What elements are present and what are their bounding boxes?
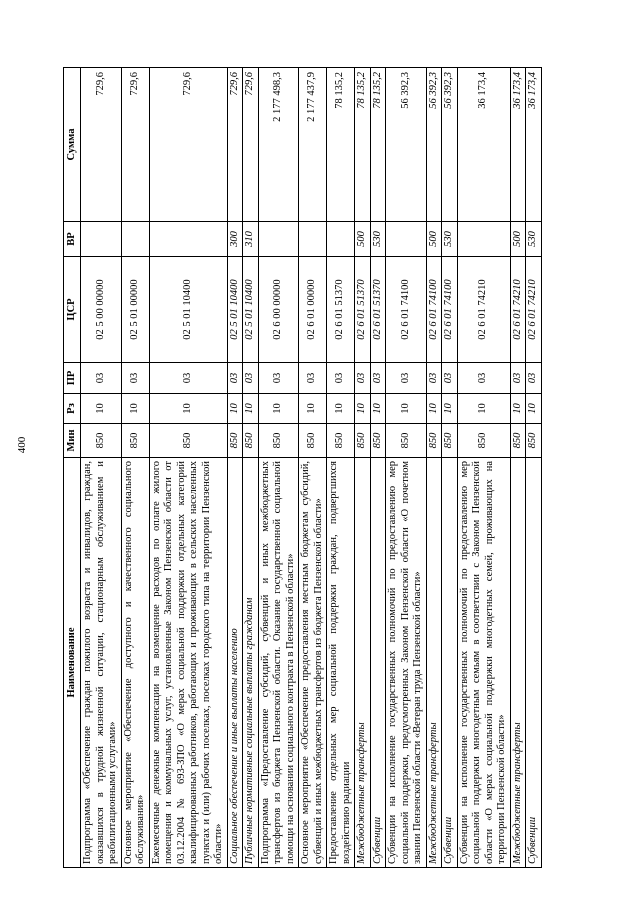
row-pr: 03 <box>243 363 259 394</box>
row-vr: 500 <box>355 222 371 257</box>
row-min: 850 <box>386 424 427 458</box>
row-name: Межбюджетные трансферты <box>355 458 371 868</box>
row-csr: 02 6 01 74100 <box>442 257 458 363</box>
row-pr: 03 <box>457 363 510 394</box>
row-min: 850 <box>258 424 299 458</box>
row-rz: 10 <box>426 394 442 424</box>
row-name: Субвенции на исполнение государственных полномочий по предоставлению мер социальной поддержки, предусмотренных Законом Пензенской области «О почетном звании Пензенской области «Ветеран труда Пензенской области» <box>386 458 427 868</box>
row-name: Публичные нормативные социальные выплаты гражданам <box>243 458 259 868</box>
row-pr: 03 <box>299 363 327 394</box>
row-name: Социальное обеспечение и иные выплаты населению <box>227 458 243 868</box>
row-csr: 02 6 01 51370 <box>370 257 386 363</box>
row-pr: 03 <box>442 363 458 394</box>
row-vr <box>457 222 510 257</box>
row-csr: 02 5 01 00000 <box>121 257 149 363</box>
row-rz: 10 <box>121 394 149 424</box>
row-rz: 10 <box>355 394 371 424</box>
row-pr: 03 <box>81 363 122 394</box>
row-sum: 36 173,4 <box>510 68 526 222</box>
row-pr: 03 <box>526 363 542 394</box>
header-sum: Сумма <box>64 68 81 222</box>
row-rz: 10 <box>526 394 542 424</box>
row-csr: 02 6 01 74210 <box>526 257 542 363</box>
budget-table-container <box>63 68 579 868</box>
row-csr: 02 6 01 74100 <box>386 257 427 363</box>
table-row <box>510 68 526 868</box>
table-row <box>386 68 427 868</box>
row-sum: 2 177 437,9 <box>299 68 327 222</box>
row-name: Межбюджетные трансферты <box>510 458 526 868</box>
row-vr: 530 <box>442 222 458 257</box>
page-number: 400 <box>16 436 28 454</box>
header-csr: ЦСР <box>64 257 81 363</box>
row-min: 850 <box>327 424 355 458</box>
row-sum: 56 392,3 <box>386 68 427 222</box>
table-row <box>442 68 458 868</box>
row-min: 850 <box>526 424 542 458</box>
row-csr: 02 6 00 00000 <box>258 257 299 363</box>
row-rz: 10 <box>243 394 259 424</box>
row-sum: 36 173,4 <box>457 68 510 222</box>
row-rz: 10 <box>327 394 355 424</box>
row-sum: 729,6 <box>121 68 149 222</box>
row-csr: 02 5 01 10400 <box>227 257 243 363</box>
row-pr: 03 <box>355 363 371 394</box>
header-min: Мин <box>64 424 81 458</box>
table-row <box>258 68 299 868</box>
row-rz: 10 <box>510 394 526 424</box>
row-min: 850 <box>426 424 442 458</box>
row-min: 850 <box>81 424 122 458</box>
row-min: 850 <box>457 424 510 458</box>
row-min: 850 <box>149 424 227 458</box>
row-rz: 10 <box>299 394 327 424</box>
row-csr: 02 6 01 74210 <box>457 257 510 363</box>
table-row <box>426 68 442 868</box>
table-row <box>149 68 227 868</box>
row-name: Межбюджетные трансферты <box>426 458 442 868</box>
row-pr: 03 <box>386 363 427 394</box>
table-row <box>457 68 510 868</box>
row-pr: 03 <box>121 363 149 394</box>
table-row <box>327 68 355 868</box>
row-vr: 530 <box>370 222 386 257</box>
header-name: Наименование <box>64 458 81 868</box>
row-sum: 729,6 <box>227 68 243 222</box>
table-row <box>370 68 386 868</box>
row-name: Субвенции <box>526 458 542 868</box>
row-name: Субвенции на исполнение государственных полномочий по предоставлению мер социальной поддержки многодетным семьям в соответствии с Законом Пензенской области «О мерах социальной поддержки многодетных семей, проживающих на территории Пензенской области» <box>457 458 510 868</box>
row-sum: 729,6 <box>149 68 227 222</box>
row-rz: 10 <box>457 394 510 424</box>
row-csr: 02 5 01 10400 <box>149 257 227 363</box>
row-rz: 10 <box>81 394 122 424</box>
row-sum: 36 173,4 <box>526 68 542 222</box>
row-sum: 78 135,2 <box>327 68 355 222</box>
row-name: Подпрограмма «Предоставление субсидий, субвенций и иных межбюджетных трансфертов из бюджета Пензенской области. Оказание государственной социальной помощи на основании социального контракта в Пензенской области» <box>258 458 299 868</box>
row-vr: 300 <box>227 222 243 257</box>
row-rz: 10 <box>227 394 243 424</box>
row-pr: 03 <box>426 363 442 394</box>
table-row <box>227 68 243 868</box>
row-vr <box>327 222 355 257</box>
row-rz: 10 <box>442 394 458 424</box>
row-min: 850 <box>370 424 386 458</box>
table-header-row <box>64 68 81 868</box>
row-vr <box>81 222 122 257</box>
table-row <box>299 68 327 868</box>
row-min: 850 <box>355 424 371 458</box>
row-csr: 02 5 01 10400 <box>243 257 259 363</box>
row-name: Основное мероприятие «Обеспечение предоставления местным бюджетам субсидий, субвенций и иных межбюджетных трансфертов из бюджета Пензенской области» <box>299 458 327 868</box>
row-rz: 10 <box>258 394 299 424</box>
header-pr: ПР <box>64 363 81 394</box>
row-sum: 56 392,3 <box>426 68 442 222</box>
row-rz: 10 <box>149 394 227 424</box>
row-rz: 10 <box>370 394 386 424</box>
row-min: 850 <box>121 424 149 458</box>
header-rz: Рз <box>64 394 81 424</box>
row-csr: 02 6 01 74100 <box>426 257 442 363</box>
row-vr: 310 <box>243 222 259 257</box>
row-min: 850 <box>510 424 526 458</box>
row-sum: 56 392,3 <box>442 68 458 222</box>
row-name: Субвенции <box>442 458 458 868</box>
row-vr <box>299 222 327 257</box>
row-pr: 03 <box>227 363 243 394</box>
row-vr: 530 <box>526 222 542 257</box>
row-rz: 10 <box>386 394 427 424</box>
row-vr: 500 <box>426 222 442 257</box>
table-row <box>121 68 149 868</box>
row-sum: 729,6 <box>243 68 259 222</box>
row-sum: 78 135,2 <box>355 68 371 222</box>
row-csr: 02 6 01 74210 <box>510 257 526 363</box>
row-min: 850 <box>227 424 243 458</box>
row-pr: 03 <box>258 363 299 394</box>
table-row <box>81 68 122 868</box>
table-row <box>526 68 542 868</box>
row-min: 850 <box>299 424 327 458</box>
row-min: 850 <box>442 424 458 458</box>
row-name: Субвенции <box>370 458 386 868</box>
table-row <box>243 68 259 868</box>
row-name: Основное мероприятие «Обеспечение доступного и качественного социального обслуживания» <box>121 458 149 868</box>
row-sum: 729,6 <box>81 68 122 222</box>
row-name: Подпрограмма «Обеспечение граждан пожилого возраста и инвалидов, граждан, оказавшихся в трудной жизненной ситуации, стационарным обслуживанием и реабилитационными услугами» <box>81 458 122 868</box>
row-sum: 78 135,2 <box>370 68 386 222</box>
row-vr <box>258 222 299 257</box>
header-vr: ВР <box>64 222 81 257</box>
row-pr: 03 <box>510 363 526 394</box>
row-vr: 500 <box>510 222 526 257</box>
row-csr: 02 5 00 00000 <box>81 257 122 363</box>
row-pr: 03 <box>370 363 386 394</box>
row-csr: 02 6 01 51370 <box>327 257 355 363</box>
row-name: Предоставление отдельных мер социальной поддержки граждан, подвергшихся воздействию радиации <box>327 458 355 868</box>
row-pr: 03 <box>149 363 227 394</box>
row-csr: 02 6 01 00000 <box>299 257 327 363</box>
row-csr: 02 6 01 51370 <box>355 257 371 363</box>
row-min: 850 <box>243 424 259 458</box>
row-vr <box>121 222 149 257</box>
row-pr: 03 <box>327 363 355 394</box>
budget-table <box>63 67 542 868</box>
row-name: Ежемесячные денежные компенсации на возмещение расходов по оплате жилого помещения и коммунальных услуг, установленные Законом Пензенской области от 03.12.2004 № 693-ЗПО «О мерах социальной поддержки отдельных категорий квалифицированных работников, работающих и проживающих в сельских населенных пунктах и (или) рабочих поселках, поселках городского типа на территории Пензенской области» <box>149 458 227 868</box>
row-vr <box>386 222 427 257</box>
table-row <box>355 68 371 868</box>
row-sum: 2 177 498,3 <box>258 68 299 222</box>
row-vr <box>149 222 227 257</box>
